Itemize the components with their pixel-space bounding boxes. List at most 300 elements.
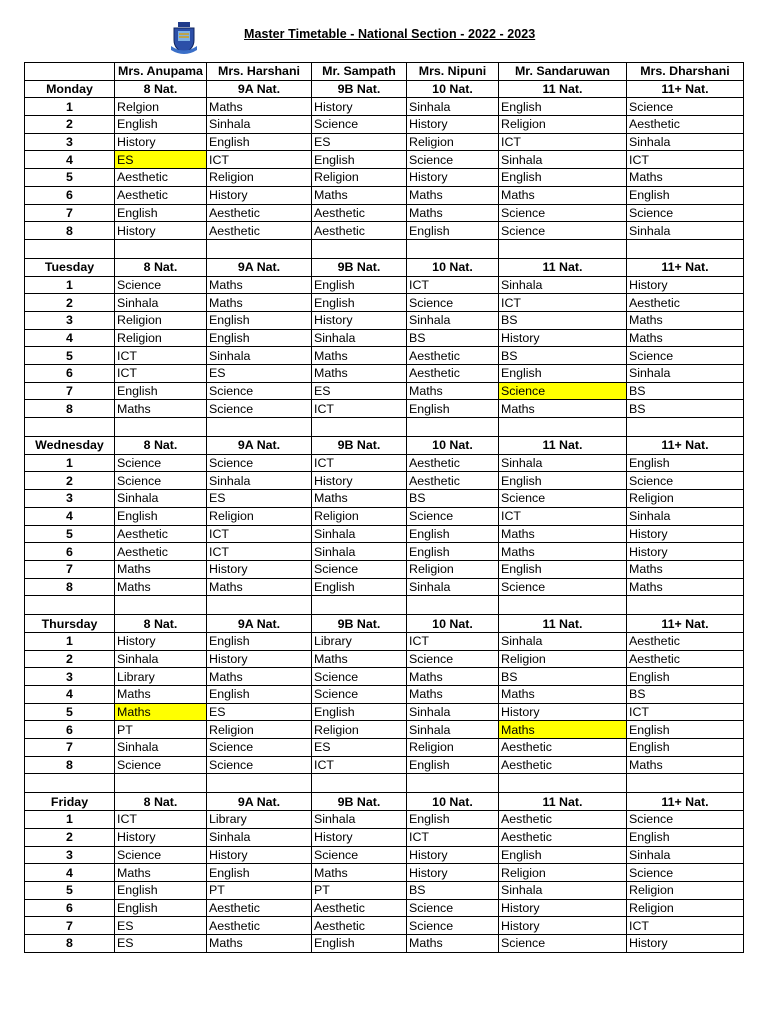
subject-cell: English bbox=[115, 382, 207, 400]
subject-cell: History bbox=[407, 846, 499, 864]
subject-cell: English bbox=[207, 686, 312, 704]
period-number: 7 bbox=[25, 739, 115, 757]
day-name: Thursday bbox=[25, 615, 115, 633]
period-number: 8 bbox=[25, 756, 115, 774]
period-number: 7 bbox=[25, 560, 115, 578]
spacer-row bbox=[25, 418, 744, 437]
period-row bbox=[25, 98, 744, 116]
subject-cell: History bbox=[207, 650, 312, 668]
subject-cell bbox=[499, 721, 627, 739]
period-row bbox=[25, 186, 744, 204]
period-row bbox=[25, 721, 744, 739]
subject-cell: History bbox=[499, 899, 627, 917]
period-row bbox=[25, 686, 744, 704]
spacer-row bbox=[25, 774, 744, 793]
period-number: 6 bbox=[25, 365, 115, 383]
subject-cell: Maths bbox=[207, 934, 312, 952]
subject-cell: English bbox=[499, 169, 627, 187]
subject-cell: ICT bbox=[207, 543, 312, 561]
subject-cell: Religion bbox=[207, 507, 312, 525]
subject-cell: Science bbox=[207, 756, 312, 774]
period-row bbox=[25, 756, 744, 774]
period-row bbox=[25, 632, 744, 650]
period-number: 4 bbox=[25, 507, 115, 525]
empty-cell bbox=[312, 596, 407, 615]
subject-cell: Aesthetic bbox=[207, 899, 312, 917]
subject-cell: English bbox=[627, 454, 744, 472]
period-number: 1 bbox=[25, 98, 115, 116]
period-number: 4 bbox=[25, 329, 115, 347]
subject-cell: Sinhala bbox=[407, 721, 499, 739]
subject-cell: Science bbox=[115, 472, 207, 490]
subject-cell bbox=[115, 151, 207, 169]
class-label: 8 Nat. bbox=[115, 793, 207, 811]
period-number: 3 bbox=[25, 311, 115, 329]
subject-cell: ICT bbox=[499, 133, 627, 151]
period-row bbox=[25, 864, 744, 882]
subject-cell: English bbox=[207, 632, 312, 650]
subject-cell: Aesthetic bbox=[499, 811, 627, 829]
subject-cell: English bbox=[407, 525, 499, 543]
subject-cell: History bbox=[115, 828, 207, 846]
teacher-name: Mrs. Dharshani bbox=[627, 63, 744, 81]
subject-cell: History bbox=[312, 311, 407, 329]
period-row bbox=[25, 650, 744, 668]
period-number: 8 bbox=[25, 578, 115, 596]
corner-cell bbox=[25, 63, 115, 81]
subject-cell bbox=[115, 703, 207, 721]
period-row bbox=[25, 204, 744, 222]
period-row bbox=[25, 347, 744, 365]
subject-cell: Science bbox=[115, 756, 207, 774]
empty-cell bbox=[499, 418, 627, 437]
subject-cell: Science bbox=[499, 934, 627, 952]
subject-cell: BS bbox=[627, 400, 744, 418]
subject-cell: ICT bbox=[407, 828, 499, 846]
subject-cell: Maths bbox=[407, 668, 499, 686]
subject-cell: History bbox=[407, 116, 499, 134]
subject-cell: ICT bbox=[207, 151, 312, 169]
subject-cell: Sinhala bbox=[207, 116, 312, 134]
subject-cell: Maths bbox=[499, 543, 627, 561]
class-label: 10 Nat. bbox=[407, 80, 499, 98]
subject-cell: History bbox=[312, 98, 407, 116]
subject-cell: Library bbox=[312, 632, 407, 650]
empty-cell bbox=[312, 774, 407, 793]
period-number: 6 bbox=[25, 186, 115, 204]
period-number: 8 bbox=[25, 222, 115, 240]
subject-cell: Religion bbox=[499, 864, 627, 882]
class-label: 10 Nat. bbox=[407, 615, 499, 633]
subject-cell: Aesthetic bbox=[207, 917, 312, 935]
period-row bbox=[25, 133, 744, 151]
subject-cell: Science bbox=[627, 864, 744, 882]
subject-cell: Science bbox=[312, 686, 407, 704]
period-row bbox=[25, 311, 744, 329]
empty-cell bbox=[115, 774, 207, 793]
subject-cell: Maths bbox=[312, 347, 407, 365]
period-number: 6 bbox=[25, 721, 115, 739]
subject-cell: Science bbox=[407, 294, 499, 312]
subject-cell: English bbox=[627, 721, 744, 739]
subject-cell: Maths bbox=[627, 169, 744, 187]
class-label: 9B Nat. bbox=[312, 80, 407, 98]
subject-cell: English bbox=[627, 668, 744, 686]
subject-cell: Aesthetic bbox=[312, 899, 407, 917]
empty-cell bbox=[207, 239, 312, 258]
subject-cell: Maths bbox=[312, 864, 407, 882]
subject-cell: Religion bbox=[499, 650, 627, 668]
subject-cell: Maths bbox=[207, 578, 312, 596]
subject-cell: Science bbox=[312, 668, 407, 686]
subject-cell: Sinhala bbox=[115, 294, 207, 312]
subject-cell: Maths bbox=[627, 311, 744, 329]
period-number: 3 bbox=[25, 133, 115, 151]
subject-cell: Science bbox=[207, 739, 312, 757]
class-label: 11+ Nat. bbox=[627, 437, 744, 455]
class-label: 9B Nat. bbox=[312, 615, 407, 633]
period-row bbox=[25, 811, 744, 829]
subject-cell: ICT bbox=[407, 276, 499, 294]
day-name: Monday bbox=[25, 80, 115, 98]
subject-cell: Aesthetic bbox=[499, 756, 627, 774]
subject-cell: Aesthetic bbox=[407, 472, 499, 490]
subject-cell: ICT bbox=[627, 703, 744, 721]
period-row bbox=[25, 934, 744, 952]
period-row bbox=[25, 454, 744, 472]
subject-cell: ES bbox=[207, 490, 312, 508]
empty-cell bbox=[407, 596, 499, 615]
class-label: 9A Nat. bbox=[207, 80, 312, 98]
subject-cell: Sinhala bbox=[499, 151, 627, 169]
subject-cell: ICT bbox=[115, 365, 207, 383]
subject-cell: Religion bbox=[207, 169, 312, 187]
period-number: 6 bbox=[25, 543, 115, 561]
subject-cell: Science bbox=[627, 472, 744, 490]
class-label: 8 Nat. bbox=[115, 80, 207, 98]
teacher-name: Mr. Sandaruwan bbox=[499, 63, 627, 81]
subject-cell: ES bbox=[312, 739, 407, 757]
subject-cell: English bbox=[115, 507, 207, 525]
empty-cell bbox=[499, 596, 627, 615]
period-number: 2 bbox=[25, 650, 115, 668]
period-row bbox=[25, 828, 744, 846]
subject-cell: Sinhala bbox=[499, 276, 627, 294]
day-name: Tuesday bbox=[25, 258, 115, 276]
period-number: 6 bbox=[25, 899, 115, 917]
subject-cell: Sinhala bbox=[407, 578, 499, 596]
period-number: 3 bbox=[25, 668, 115, 686]
period-row bbox=[25, 917, 744, 935]
subject-cell: English bbox=[312, 703, 407, 721]
class-label: 8 Nat. bbox=[115, 437, 207, 455]
highlighted-subject: Maths bbox=[117, 705, 151, 720]
teacher-name: Mrs. Harshani bbox=[207, 63, 312, 81]
period-row bbox=[25, 507, 744, 525]
subject-cell: English bbox=[407, 543, 499, 561]
subject-cell: English bbox=[627, 739, 744, 757]
spacer-row bbox=[25, 596, 744, 615]
subject-cell: English bbox=[627, 828, 744, 846]
subject-cell: Sinhala bbox=[499, 881, 627, 899]
period-row bbox=[25, 169, 744, 187]
subject-cell: Sinhala bbox=[627, 365, 744, 383]
subject-cell: ES bbox=[312, 133, 407, 151]
subject-cell: BS bbox=[627, 686, 744, 704]
subject-cell: ICT bbox=[627, 917, 744, 935]
subject-cell: ICT bbox=[627, 151, 744, 169]
subject-cell: Science bbox=[115, 846, 207, 864]
subject-cell: Religion bbox=[115, 329, 207, 347]
period-row bbox=[25, 400, 744, 418]
subject-cell: Library bbox=[115, 668, 207, 686]
day-header-row bbox=[25, 615, 744, 633]
subject-cell: Maths bbox=[407, 686, 499, 704]
period-number: 4 bbox=[25, 151, 115, 169]
period-number: 1 bbox=[25, 454, 115, 472]
class-label: 8 Nat. bbox=[115, 258, 207, 276]
subject-cell: Science bbox=[115, 276, 207, 294]
empty-cell bbox=[499, 239, 627, 258]
empty-cell bbox=[25, 596, 115, 615]
period-row bbox=[25, 116, 744, 134]
subject-cell: English bbox=[115, 204, 207, 222]
period-number: 3 bbox=[25, 846, 115, 864]
subject-cell: Religion bbox=[312, 169, 407, 187]
subject-cell: English bbox=[207, 329, 312, 347]
class-label: 11+ Nat. bbox=[627, 80, 744, 98]
teacher-header-row bbox=[25, 63, 744, 81]
period-number: 5 bbox=[25, 703, 115, 721]
class-label: 11+ Nat. bbox=[627, 615, 744, 633]
subject-cell: English bbox=[407, 756, 499, 774]
subject-cell: Science bbox=[499, 222, 627, 240]
subject-cell: Sinhala bbox=[115, 739, 207, 757]
highlighted-subject: Science bbox=[501, 384, 546, 399]
period-row bbox=[25, 881, 744, 899]
empty-cell bbox=[312, 418, 407, 437]
subject-cell: Religion bbox=[627, 899, 744, 917]
period-row bbox=[25, 276, 744, 294]
period-row bbox=[25, 739, 744, 757]
subject-cell: English bbox=[499, 365, 627, 383]
empty-cell bbox=[627, 774, 744, 793]
subject-cell: Maths bbox=[407, 186, 499, 204]
class-label: 9A Nat. bbox=[207, 258, 312, 276]
class-label: 9B Nat. bbox=[312, 437, 407, 455]
class-label: 11 Nat. bbox=[499, 615, 627, 633]
subject-cell: Religion bbox=[499, 116, 627, 134]
subject-cell: Sinhala bbox=[312, 525, 407, 543]
period-row bbox=[25, 543, 744, 561]
subject-cell: Aesthetic bbox=[115, 169, 207, 187]
subject-cell: Aesthetic bbox=[115, 525, 207, 543]
class-label: 9A Nat. bbox=[207, 615, 312, 633]
subject-cell: English bbox=[115, 116, 207, 134]
class-label: 8 Nat. bbox=[115, 615, 207, 633]
subject-cell: Maths bbox=[499, 400, 627, 418]
period-number: 8 bbox=[25, 400, 115, 418]
subject-cell: ES bbox=[312, 382, 407, 400]
class-label: 9B Nat. bbox=[312, 793, 407, 811]
period-number: 5 bbox=[25, 169, 115, 187]
period-row bbox=[25, 525, 744, 543]
class-label: 9B Nat. bbox=[312, 258, 407, 276]
period-number: 8 bbox=[25, 934, 115, 952]
empty-cell bbox=[115, 596, 207, 615]
subject-cell: English bbox=[207, 864, 312, 882]
subject-cell: History bbox=[499, 703, 627, 721]
period-row bbox=[25, 382, 744, 400]
subject-cell: Science bbox=[312, 116, 407, 134]
subject-cell: ICT bbox=[499, 294, 627, 312]
subject-cell: History bbox=[627, 934, 744, 952]
period-row bbox=[25, 365, 744, 383]
subject-cell: Religion bbox=[115, 311, 207, 329]
period-number: 2 bbox=[25, 116, 115, 134]
subject-cell: Maths bbox=[312, 186, 407, 204]
subject-cell: Aesthetic bbox=[627, 632, 744, 650]
subject-cell: Aesthetic bbox=[207, 222, 312, 240]
subject-cell: Sinhala bbox=[407, 98, 499, 116]
empty-cell bbox=[627, 418, 744, 437]
period-number: 1 bbox=[25, 276, 115, 294]
subject-cell: Maths bbox=[115, 400, 207, 418]
empty-cell bbox=[499, 774, 627, 793]
class-label: 11 Nat. bbox=[499, 793, 627, 811]
subject-cell: BS bbox=[407, 881, 499, 899]
subject-cell: History bbox=[627, 525, 744, 543]
subject-cell: BS bbox=[499, 668, 627, 686]
period-number: 7 bbox=[25, 204, 115, 222]
subject-cell: English bbox=[499, 472, 627, 490]
subject-cell: History bbox=[627, 543, 744, 561]
subject-cell: Science bbox=[407, 917, 499, 935]
period-number: 5 bbox=[25, 347, 115, 365]
subject-cell: Aesthetic bbox=[312, 204, 407, 222]
subject-cell: Maths bbox=[115, 864, 207, 882]
day-header-row bbox=[25, 437, 744, 455]
subject-cell: English bbox=[627, 186, 744, 204]
subject-cell: Religion bbox=[312, 507, 407, 525]
empty-cell bbox=[25, 774, 115, 793]
subject-cell: English bbox=[312, 294, 407, 312]
class-label: 9A Nat. bbox=[207, 793, 312, 811]
empty-cell bbox=[25, 239, 115, 258]
period-number: 3 bbox=[25, 490, 115, 508]
subject-cell: Science bbox=[499, 490, 627, 508]
day-header-row bbox=[25, 80, 744, 98]
subject-cell: English bbox=[207, 133, 312, 151]
subject-cell: Science bbox=[627, 204, 744, 222]
timetable bbox=[24, 62, 744, 953]
subject-cell: Science bbox=[312, 560, 407, 578]
subject-cell: ES bbox=[207, 365, 312, 383]
subject-cell: Aesthetic bbox=[499, 828, 627, 846]
subject-cell: English bbox=[499, 98, 627, 116]
subject-cell: Aesthetic bbox=[115, 186, 207, 204]
subject-cell: History bbox=[499, 917, 627, 935]
class-label: 10 Nat. bbox=[407, 437, 499, 455]
class-label: 10 Nat. bbox=[407, 793, 499, 811]
subject-cell: Sinhala bbox=[115, 650, 207, 668]
empty-cell bbox=[627, 596, 744, 615]
teacher-name: Mrs. Nipuni bbox=[407, 63, 499, 81]
empty-cell bbox=[207, 418, 312, 437]
period-row bbox=[25, 560, 744, 578]
period-number: 1 bbox=[25, 632, 115, 650]
subject-cell: Maths bbox=[115, 560, 207, 578]
subject-cell: Sinhala bbox=[312, 329, 407, 347]
empty-cell bbox=[407, 239, 499, 258]
subject-cell: History bbox=[627, 276, 744, 294]
period-row bbox=[25, 668, 744, 686]
subject-cell: Aesthetic bbox=[627, 294, 744, 312]
subject-cell: English bbox=[407, 811, 499, 829]
subject-cell: ICT bbox=[407, 632, 499, 650]
subject-cell: Aesthetic bbox=[627, 650, 744, 668]
subject-cell: Aesthetic bbox=[627, 116, 744, 134]
subject-cell: Science bbox=[207, 454, 312, 472]
subject-cell: Sinhala bbox=[499, 454, 627, 472]
subject-cell: History bbox=[115, 222, 207, 240]
class-label: 10 Nat. bbox=[407, 258, 499, 276]
subject-cell: Aesthetic bbox=[115, 543, 207, 561]
subject-cell: Religion bbox=[627, 490, 744, 508]
subject-cell: Maths bbox=[312, 490, 407, 508]
period-row bbox=[25, 703, 744, 721]
subject-cell: Aesthetic bbox=[499, 739, 627, 757]
subject-cell: Sinhala bbox=[627, 846, 744, 864]
subject-cell: Aesthetic bbox=[312, 222, 407, 240]
teacher-name: Mrs. Anupama bbox=[115, 63, 207, 81]
subject-cell: Religion bbox=[627, 881, 744, 899]
subject-cell: Maths bbox=[407, 204, 499, 222]
empty-cell bbox=[207, 596, 312, 615]
subject-cell: Sinhala bbox=[627, 222, 744, 240]
subject-cell: History bbox=[312, 828, 407, 846]
subject-cell: Maths bbox=[115, 578, 207, 596]
spacer-row bbox=[25, 239, 744, 258]
subject-cell: Maths bbox=[207, 294, 312, 312]
subject-cell: History bbox=[407, 169, 499, 187]
subject-cell: History bbox=[115, 632, 207, 650]
empty-cell bbox=[25, 418, 115, 437]
empty-cell bbox=[312, 239, 407, 258]
subject-cell: ICT bbox=[115, 811, 207, 829]
subject-cell: Maths bbox=[115, 686, 207, 704]
subject-cell: Maths bbox=[312, 650, 407, 668]
subject-cell: Science bbox=[499, 204, 627, 222]
class-label: 11 Nat. bbox=[499, 258, 627, 276]
subject-cell: Sinhala bbox=[115, 490, 207, 508]
subject-cell: English bbox=[407, 222, 499, 240]
period-row bbox=[25, 151, 744, 169]
subject-cell: Science bbox=[407, 650, 499, 668]
class-label: 9A Nat. bbox=[207, 437, 312, 455]
class-label: 11+ Nat. bbox=[627, 793, 744, 811]
subject-cell: ICT bbox=[312, 756, 407, 774]
subject-cell: Sinhala bbox=[312, 811, 407, 829]
subject-cell: Science bbox=[627, 347, 744, 365]
subject-cell: English bbox=[115, 899, 207, 917]
subject-cell: English bbox=[207, 311, 312, 329]
subject-cell: Science bbox=[499, 578, 627, 596]
period-row bbox=[25, 899, 744, 917]
subject-cell: History bbox=[499, 329, 627, 347]
subject-cell: Maths bbox=[627, 560, 744, 578]
subject-cell: English bbox=[312, 578, 407, 596]
